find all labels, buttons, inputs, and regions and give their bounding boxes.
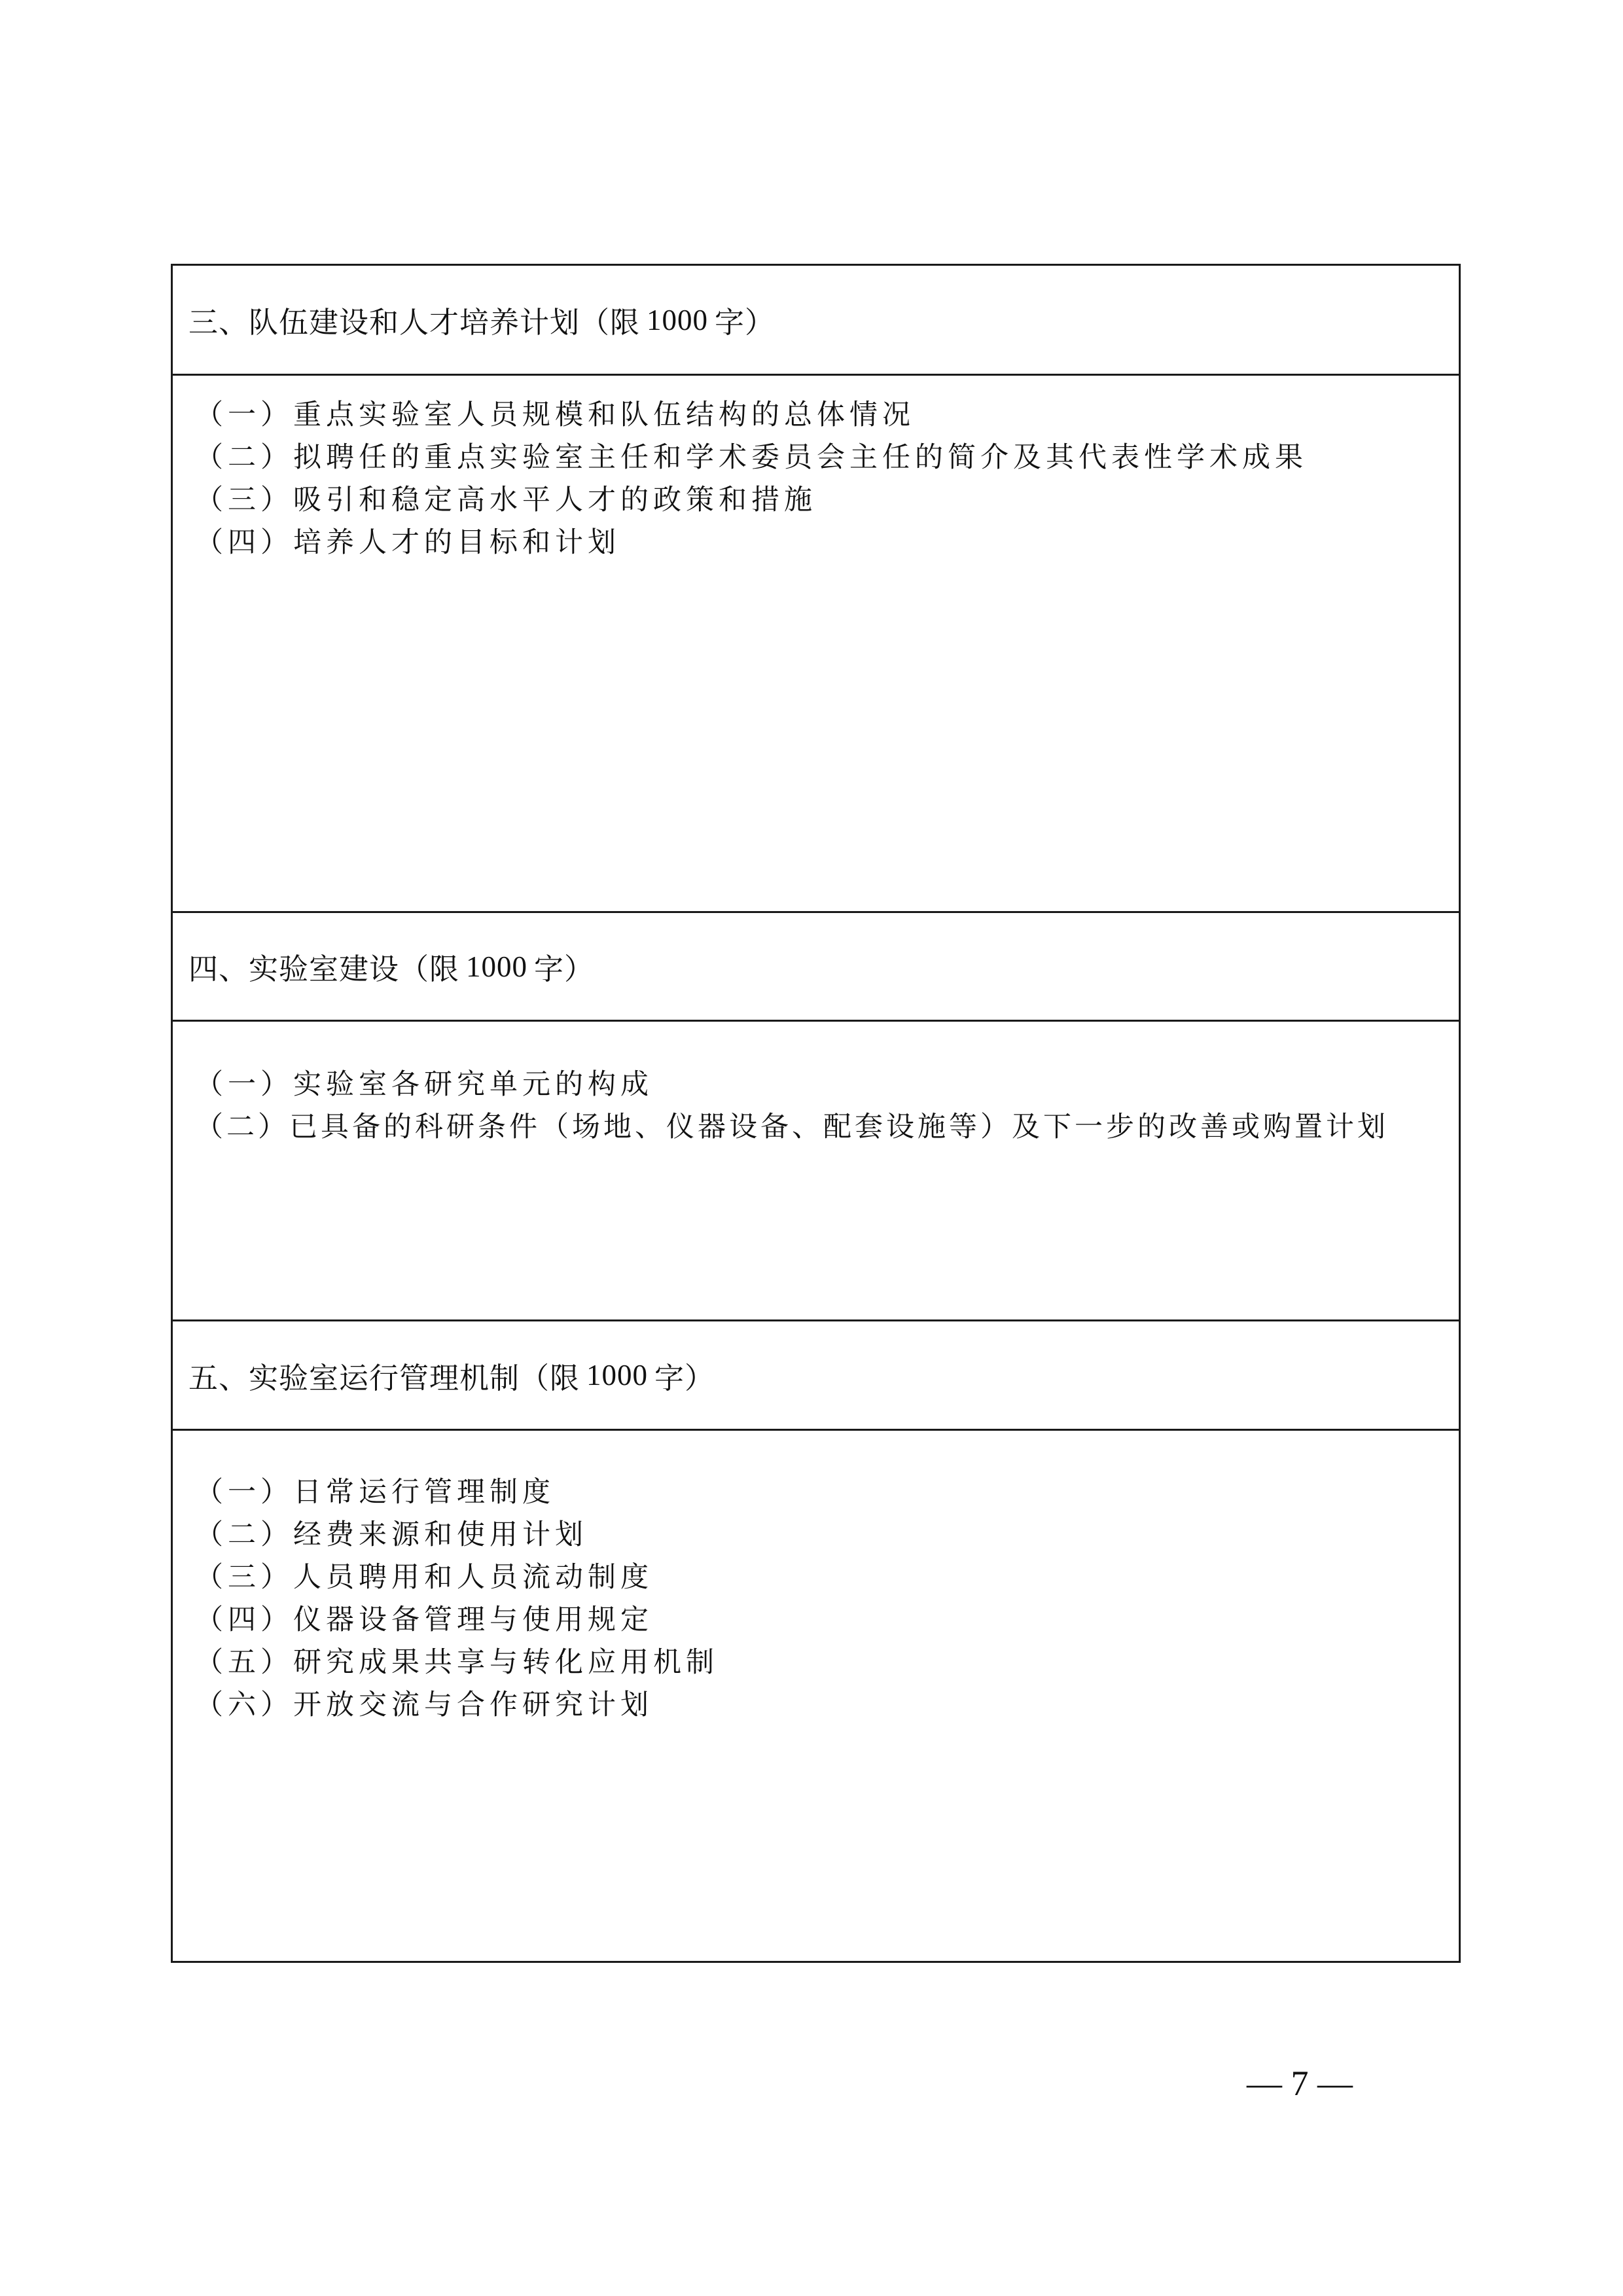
section-4-heading-suffix: 字） bbox=[534, 952, 595, 986]
section-3-item-3: （三）吸引和稳定高水平人才的政策和措施 bbox=[195, 484, 817, 516]
section-5-item-3: （三）人员聘用和人员流动制度 bbox=[195, 1561, 653, 1594]
section-3-heading-suffix: 字） bbox=[715, 305, 776, 340]
section-3-item-1: （一）重点实验室人员规模和队伍结构的总体情况 bbox=[195, 399, 915, 431]
section-5-item-4: （四）仪器设备管理与使用规定 bbox=[195, 1604, 653, 1636]
section-3-body bbox=[173, 376, 1459, 913]
section-4-item-1: （一）实验室各研究单元的构成 bbox=[195, 1068, 653, 1101]
section-5-heading-limit: 1000 bbox=[586, 1359, 649, 1391]
section-3-heading-prefix: 三、队伍建设和人才培养计划（限 bbox=[188, 305, 641, 340]
section-5-item-2: （二）经费来源和使用计划 bbox=[195, 1518, 588, 1551]
section-5-item-5: （五）研究成果共享与转化应用机制 bbox=[195, 1646, 719, 1679]
section-5-heading-prefix: 五、实验室运行管理机制（限 bbox=[188, 1360, 580, 1395]
section-3-item-4: （四）培养人才的目标和计划 bbox=[195, 526, 620, 559]
section-3-heading bbox=[173, 266, 1459, 376]
section-5-item-1: （一）日常运行管理制度 bbox=[195, 1476, 555, 1509]
section-3-item-2: （二）拟聘任的重点实验室主任和学术委员会主任的简介及其代表性学术成果 bbox=[195, 441, 1308, 474]
section-4-heading bbox=[173, 913, 1459, 1022]
page-number: — 7 — bbox=[1247, 2064, 1353, 2103]
section-5-item-6: （六）开放交流与合作研究计划 bbox=[195, 1689, 653, 1721]
section-5-heading bbox=[173, 1321, 1459, 1431]
section-4-item-2: （二）已具备的科研条件（场地、仪器设备、配套设施等）及下一步的改善或购置计划 bbox=[195, 1111, 1389, 1143]
application-form-table bbox=[171, 264, 1461, 1963]
section-5-heading-suffix: 字） bbox=[654, 1360, 715, 1395]
section-4-heading-limit: 1000 bbox=[466, 950, 528, 983]
section-4-body bbox=[173, 1022, 1459, 1321]
section-4-heading-prefix: 四、实验室建设（限 bbox=[188, 952, 460, 986]
section-5-body bbox=[173, 1431, 1459, 1961]
section-3-heading-limit: 1000 bbox=[647, 303, 709, 336]
